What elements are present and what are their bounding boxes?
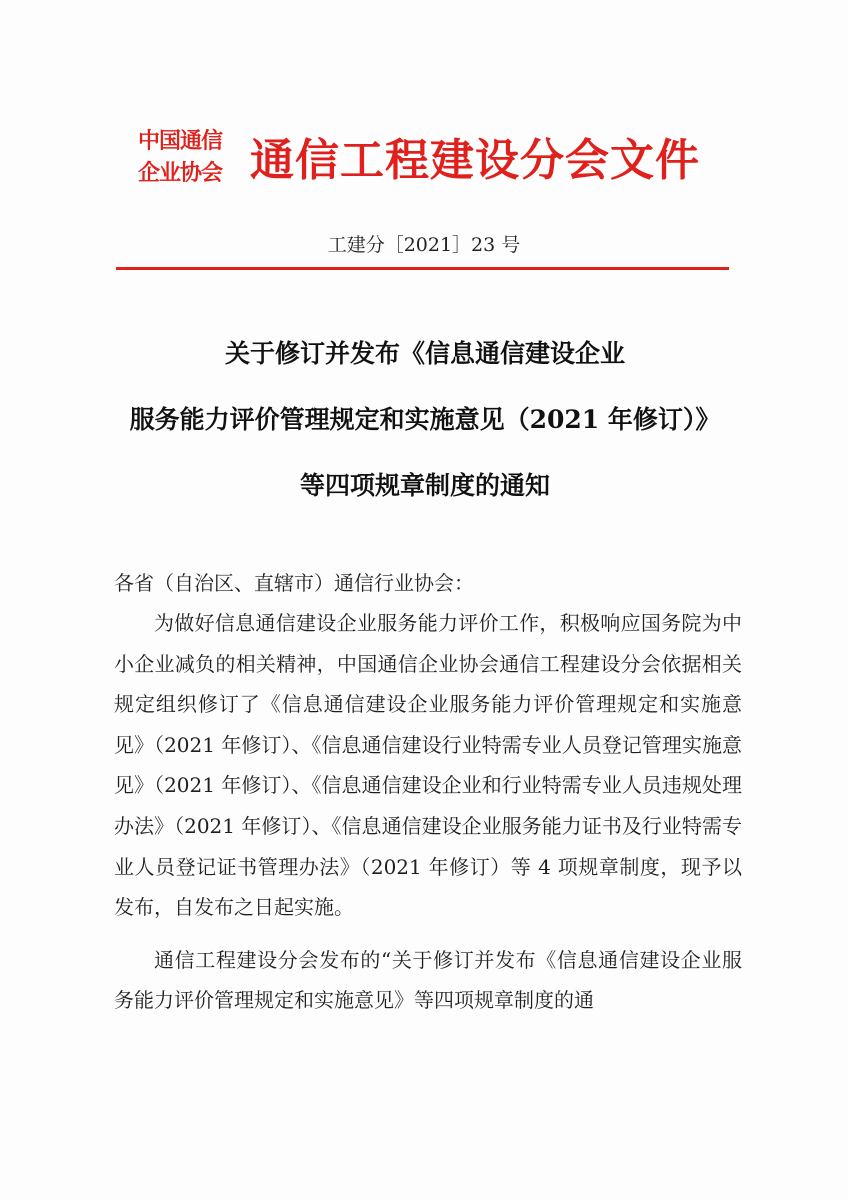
notice-title [80,330,770,528]
body-paragraph-1: 为做好信息通信建设企业服务能力评价工作，积极响应国务院为中小企业减负的相关精神，中国通信企业协会通信工程建设分会依据相关规定组织修订了《信息通信建设企业服务能力评价管理规定和实施意见》（2021 年修订）、《信息通信建设行业特需专业人员登记管理实施意见》（2021 年修订）、《信息通信建设企业和行业特需专业人员违规处理办法》（2021 年修订）、《信息通信建设企业服务能力证书及行业特需专业人员登记证书管理办法》（2021 年修订）等 4 项规章制度，现予以发布，自发布之日起实施。 [114,611,742,920]
notice-body [114,563,742,1033]
notice-title-line-3: 等四项规章制度的通知 [299,471,550,500]
body-paragraph-2: 通信工程建设分会发布的“关于修订并发布《信息通信建设企业服务能力评价管理规定和实施意见》等四项规章制度的通 [114,947,742,1013]
issuer-organization [138,126,238,190]
issuer-document-title: 通信工程建设分会文件 [250,135,700,186]
notice-title-line-1: 关于修订并发布《信息通信建设企业 [224,339,625,368]
salutation: 各省（自治区、直辖市）通信行业协会： [114,571,474,595]
header-divider [116,267,729,270]
document-number: 工建分［2021］23 号 [327,234,521,256]
notice-title-line-2: 服务能力评价管理规定和实施意见（2021 年修订）》 [129,405,721,434]
issuer-org-line-2: 企业协会 [138,161,223,186]
issuer-org-line-1: 中国通信 [138,129,223,154]
issuer-header [138,126,738,196]
